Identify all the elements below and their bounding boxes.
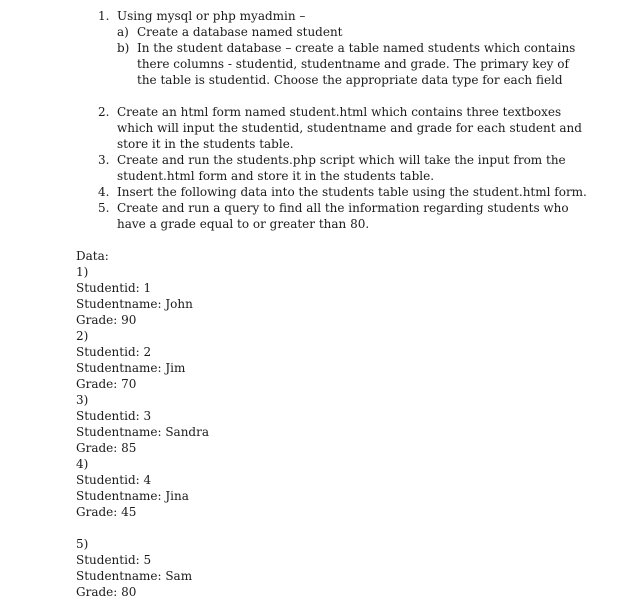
record-3-id: Studentid: 3 [76,409,152,423]
item-1b-line-2: there columns - studentid, studentname and grade. The primary key of [137,57,569,71]
record-1-id: Studentid: 1 [76,281,152,295]
item-1b-letter: b) [117,41,130,55]
item-1b-line-1: In the student database – create a table named students which contains [137,41,576,55]
item-4-line-1: Insert the following data into the students table using the student.html form. [117,185,587,199]
item-4-number: 4. [98,185,110,199]
record-3-grade: Grade: 85 [76,441,137,455]
record-4-id: Studentid: 4 [76,473,152,487]
item-1a-text: Create a database named student [137,25,343,39]
record-1-index: 1) [76,265,89,279]
record-3-name: Studentname: Sandra [76,425,210,439]
item-1-text: Using mysql or php myadmin – [117,9,306,23]
item-2-line-2: which will input the studentid, studentname and grade for each student and [117,121,582,135]
record-1-grade: Grade: 90 [76,313,137,327]
item-1b-line-3: the table is studentid. Choose the appropriate data type for each field [137,73,563,87]
item-2-number: 2. [98,105,110,119]
record-2-name: Studentname: Jim [76,361,186,375]
data-heading: Data: [76,249,109,263]
record-2-index: 2) [76,329,89,343]
record-5-index: 5) [76,537,89,551]
record-4-index: 4) [76,457,89,471]
record-4-grade: Grade: 45 [76,505,137,519]
item-5-number: 5. [98,201,110,215]
record-3-index: 3) [76,393,89,407]
record-5-id: Studentid: 5 [76,553,152,567]
item-2-line-3: store it in the students table. [117,137,294,151]
item-5-line-1: Create and run a query to find all the information regarding students who [117,201,569,215]
record-1-name: Studentname: John [76,297,193,311]
record-2-grade: Grade: 70 [76,377,137,391]
record-5-name: Studentname: Sam [76,569,193,583]
item-2-line-1: Create an html form named student.html which contains three textboxes [117,105,562,119]
item-3-number: 3. [98,153,110,167]
item-1-number: 1. [98,9,110,23]
item-1a-letter: a) [117,25,129,39]
record-4-name: Studentname: Jina [76,489,189,503]
item-3-line-2: student.html form and store it in the students table. [117,169,435,183]
record-2-id: Studentid: 2 [76,345,152,359]
item-3-line-1: Create and run the students.php script which will take the input from the [117,153,566,167]
record-5-grade: Grade: 80 [76,585,137,599]
item-5-line-2: have a grade equal to or greater than 80. [117,217,370,231]
